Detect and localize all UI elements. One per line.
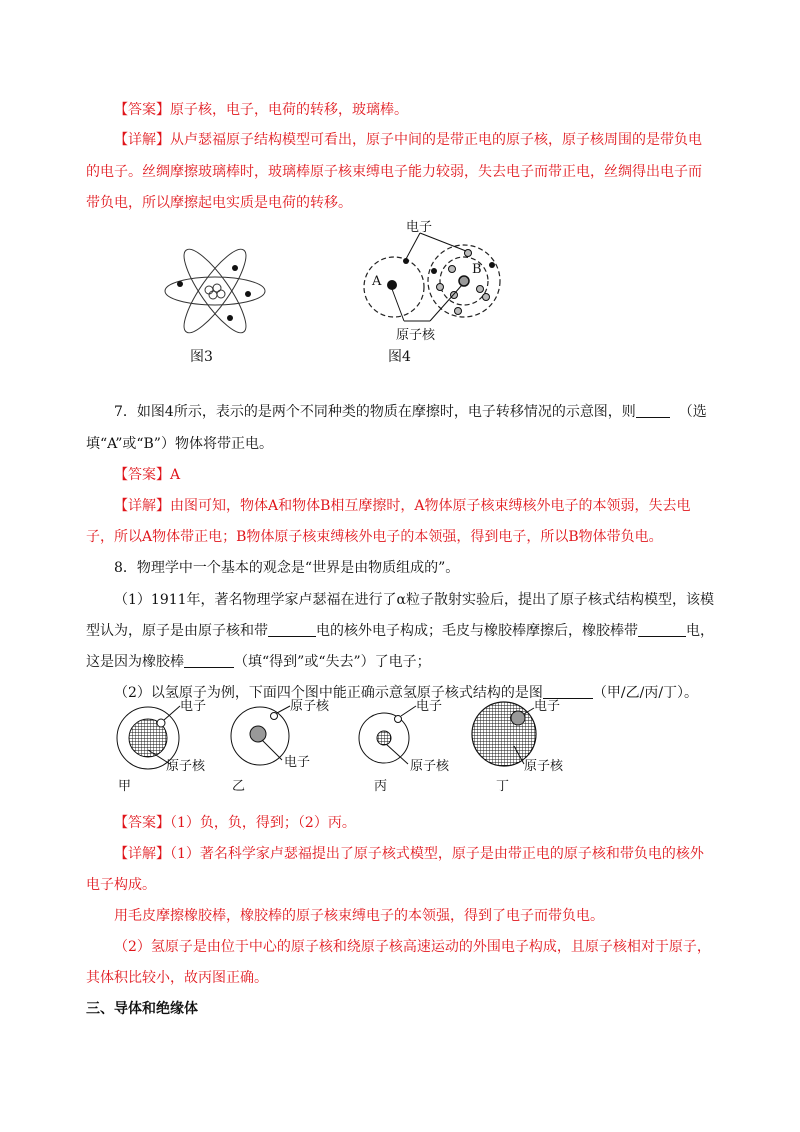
- figure-3-caption: 图3: [190, 349, 213, 365]
- explain-8-line3: 用毛皮摩擦橡胶棒，橡胶棒的原子核束缚电子的本领强，得到了电子而带负电。: [114, 908, 604, 924]
- explain-8-line1: 【详解】（1）著名科学家卢瑟福提出了原子核式模型，原子是由带正电的原子核和带负电的核外: [114, 846, 704, 862]
- fig4-nucleus-label: 原子核: [396, 328, 436, 343]
- svg-text:电子: 电子: [180, 699, 207, 714]
- fig4-label-b: B: [472, 262, 482, 277]
- explain-prev-line1: 【详解】从卢瑟福原子结构模型可看出，原子中间的是带正电的原子核，原子核周围的是带负电: [114, 132, 702, 148]
- explain-prev-line3: 带负电，所以摩擦起电实质是电荷的转移。: [86, 195, 352, 211]
- explain-prev-line2: 的电子。丝绸摩擦玻璃棒时，玻璃棒原子核束缚电子能力较弱，失去电子而带正电，丝绸得出电子而: [86, 164, 702, 180]
- atom-bing: [359, 698, 450, 794]
- svg-text:电子: 电子: [416, 699, 443, 714]
- question-8-stem: 8．物理学中一个基本的观念是“世界是由物质组成的”。: [114, 560, 460, 576]
- fig4-electron-label: 电子: [406, 220, 433, 235]
- question-7-line1: 7．如图4所示，表示的是两个不同种类的物质在摩擦时，电子转移情况的示意图，则 （选: [114, 404, 707, 420]
- explain-8-line4: （2）氢原子是由位于中心的原子核和绕原子核高速运动的外围电子构成，且原子核相对于原子，: [114, 939, 711, 955]
- section-heading: 三、导体和绝缘体: [86, 1001, 198, 1017]
- answer-text: 原子核，电子，电荷的转移，玻璃棒。: [170, 102, 408, 118]
- atom-name-yi: 乙: [232, 779, 246, 794]
- svg-text:电子: 电子: [284, 755, 311, 770]
- question-8-part2: （2）以氢原子为例，下面四个图中能正确示意氢原子核式结构的是图 （甲/乙/丙/丁）。: [114, 685, 699, 701]
- fig4-label-a: A: [372, 274, 382, 289]
- explain-tag: 【详解】: [114, 846, 170, 862]
- svg-text:电子: 电子: [534, 699, 561, 714]
- question-8-part1-line1: （1）1911年，著名物理学家卢瑟福在进行了α粒子散射实验后，提出了原子核式结构模型，该模: [114, 592, 714, 608]
- explain-tag: 【详解】: [114, 498, 170, 514]
- atom-ding: [472, 698, 564, 794]
- explain-tag: 【详解】: [114, 132, 170, 148]
- atom-name-ding: 丁: [496, 779, 510, 794]
- svg-text:原子核: 原子核: [524, 759, 564, 774]
- atom-yi: [231, 698, 330, 794]
- explain-8-line2: 电子构成。: [86, 877, 156, 893]
- explain-7-line2: 子，所以A物体带正电；B物体原子核束缚核外电子的本领强，得到电子，所以B物体带负电。: [86, 529, 663, 545]
- answer-text: （1）负，负，得到；（2）丙。: [170, 815, 356, 831]
- figure-4-caption: 图4: [388, 349, 411, 365]
- atom-name-jia: 甲: [118, 779, 132, 794]
- atom-name-bing: 丙: [374, 779, 388, 794]
- svg-text:原子核: 原子核: [290, 699, 330, 714]
- explain-7-line1: 【详解】由图可知，物体A和物体B相互摩擦时，A物体原子核束缚核外电子的本领弱，失去电: [114, 498, 691, 514]
- svg-text:原子核: 原子核: [410, 759, 450, 774]
- answer-text: A: [170, 467, 181, 483]
- question-7-line2: 填“A”或“B”）物体将带正电。: [86, 436, 273, 452]
- question-8-part1-line3: 这是因为橡胶棒 （填“得到”或“失去”）了电子；: [86, 654, 431, 670]
- answer-tag: 【答案】: [114, 815, 170, 831]
- svg-text:原子核: 原子核: [166, 759, 206, 774]
- question-8-part1-line2: 型认为，原子是由原子核和带 电的核外电子构成；毛皮与橡胶棒摩擦后，橡胶棒带 电，: [86, 623, 714, 639]
- explain-8-line5: 其体积比较小，故丙图正确。: [86, 970, 268, 986]
- answer-tag: 【答案】: [114, 102, 170, 118]
- answer-8: [114, 812, 754, 834]
- atom-jia: [117, 698, 206, 794]
- answer-tag: 【答案】: [114, 467, 170, 483]
